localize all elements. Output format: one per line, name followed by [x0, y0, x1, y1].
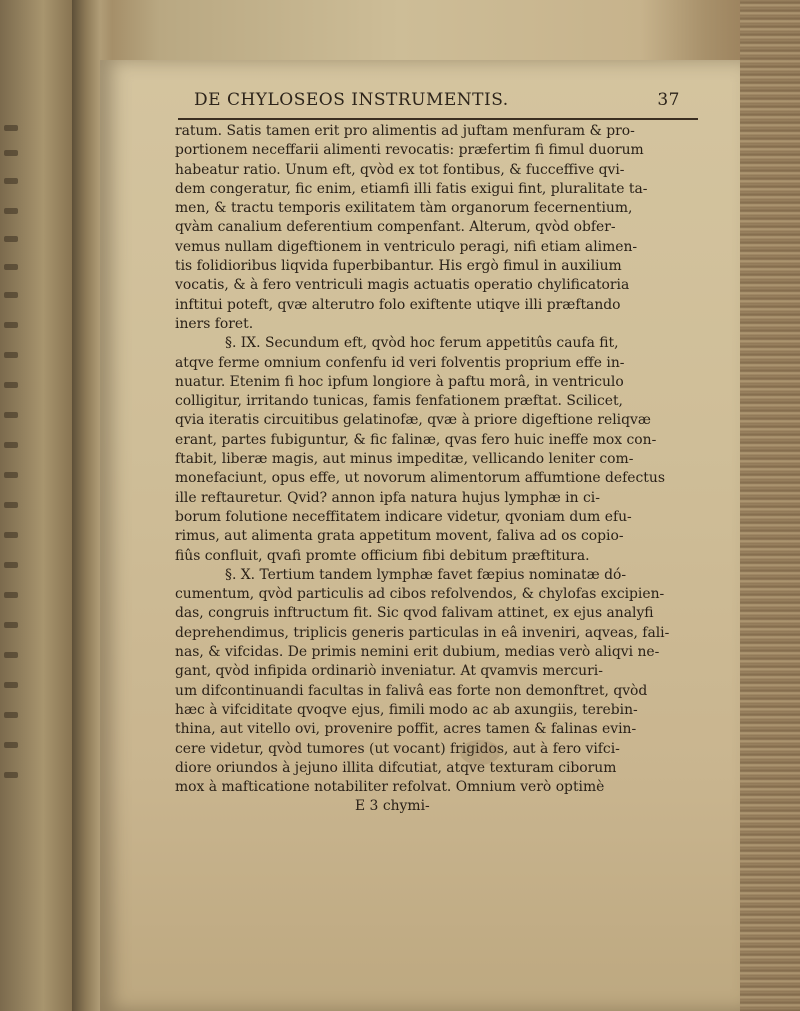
text-line: men, & tractu temporis exilitatem tàm organorum fecernentium, — [175, 200, 633, 217]
text-line: nuatur. Etenim fi hoc ipfum longiore à paftu morâ, in ventriculo — [175, 373, 624, 390]
ink-fragment — [4, 412, 18, 418]
ink-fragment — [4, 208, 18, 214]
ink-fragment — [4, 236, 18, 242]
text-line: iners foret. — [175, 315, 254, 332]
text-line: ille reftauretur. Qvid? annon ipfa natura hujus lymphæ in ci- — [175, 489, 600, 506]
page-block-edge — [740, 0, 800, 1011]
ink-fragment — [4, 592, 18, 598]
text-line: das, congruis inftructum fit. Sic qvod falivam attinet, ex ejus analyfi — [175, 605, 654, 622]
text-line: gant, qvòd infipida ordinariò inveniatur. At qvamvis mercuri- — [175, 663, 603, 680]
text-line: thina, aut vitello ovi, provenire poffit, acres tamen & falinas evin- — [175, 721, 637, 738]
ink-fragment — [4, 264, 18, 270]
paper-stain — [460, 740, 500, 765]
text-line: vemus nullam digeftionem in ventriculo peragi, nifi etiam alimen- — [175, 238, 638, 255]
text-line: hæc à vifciditate qvoqve ejus, fimili modo ac ab axungiis, terebin- — [175, 701, 638, 718]
text-line: vocatis, & à fero ventriculi magis actuatis operatio chylificatoria — [175, 277, 630, 294]
text-line: deprehendimus, triplicis generis particulas in eâ inveniri, aqveas, fali- — [175, 624, 670, 641]
text-line: erant, partes fubiguntur, & fic falinæ, qvas fero huic ineffe mox con- — [175, 431, 657, 448]
page-number: 37 — [657, 90, 680, 110]
ink-fragment — [4, 150, 18, 156]
ink-fragment — [4, 292, 18, 298]
text-line: borum folutione neceffitatem indicare videtur, qvoniam dum efu- — [175, 508, 632, 525]
ink-fragment — [4, 562, 18, 568]
section-heading-line: §. X. Tertium tandem lymphæ favet fæpius nominatæ dó- — [225, 566, 627, 583]
ink-fragment — [4, 442, 18, 448]
text-line: cumentum, qvòd particulis ad cibos refolvendos, & chylofas excipien- — [175, 586, 665, 603]
signature-mark: E 3 — [355, 798, 379, 815]
ink-fragment — [4, 322, 18, 328]
facing-page-edge — [0, 0, 72, 1011]
text-line: cere videtur, qvòd tumores (ut vocant) frigidos, aut à fero vifci- — [175, 740, 620, 757]
text-line: dem congeratur, fic enim, etiamfi illi fatis exigui fint, pluralitate ta- — [175, 180, 648, 197]
ink-fragment — [4, 712, 18, 718]
text-line: inftitui poteft, qvæ alterutro folo exiftente utiqve illi præftando — [175, 296, 621, 313]
ink-fragment — [4, 682, 18, 688]
text-line: diore oriundos à jejuno illita difcutiat, atqve texturam ciborum — [175, 759, 617, 776]
text-line: rimus, aut alimenta grata appetitum movent, faliva ad os copio- — [175, 528, 624, 545]
ink-fragment — [4, 502, 18, 508]
text-line: qvàm canalium deferentium compenfant. Alterum, qvòd obfer- — [175, 219, 616, 236]
catchword: chymi- — [382, 798, 430, 815]
text-line: ftabit, liberæ magis, aut minus impeditæ, vellicando leniter com- — [175, 451, 634, 468]
ink-fragment — [4, 472, 18, 478]
section-heading-line: §. IX. Secundum eft, qvòd hoc ferum appetitûs caufa fit, — [225, 335, 619, 352]
ink-fragment — [4, 622, 18, 628]
header-rule — [178, 118, 698, 120]
text-line: monefaciunt, opus effe, ut novorum alimentorum affumtione defectus — [175, 470, 665, 487]
text-line: atqve ferme omnium confenfu id veri folventis proprium effe in- — [175, 354, 625, 371]
book-gutter — [72, 0, 100, 1011]
ink-fragment — [4, 652, 18, 658]
ink-fragment — [4, 532, 18, 538]
running-header — [150, 88, 690, 114]
signature-line — [175, 797, 705, 816]
text-line: qvia iteratis circuitibus gelatinofæ, qvæ à priore digeftione reliqvæ — [175, 412, 651, 429]
text-line: um difcontinuandi facultas in falivâ eas forte non demonftret, qvòd — [175, 682, 648, 699]
ink-fragment — [4, 178, 18, 184]
text-line: ratum. Satis tamen erit pro alimentis ad juftam menfuram & pro- — [175, 123, 635, 139]
text-line: tis folidioribus liqvida fuperbibantur. His ergò fimul in auxilium — [175, 258, 622, 275]
text-line: fiûs confluit, qvafi promte officium fibi debitum præftitura. — [175, 547, 590, 564]
text-line: mox à mafticatione notabiliter refolvat. Omnium verò optimè — [175, 779, 605, 796]
text-line: habeatur ratio. Unum eft, qvòd ex tot fontibus, & fucceffive qvi- — [175, 161, 625, 178]
text-line: nas, & vifcidas. De primis nemini erit dubium, medias verò aliqvi ne- — [175, 644, 660, 661]
ink-fragment — [4, 382, 18, 388]
ink-fragment — [4, 352, 18, 358]
running-title: DE CHYLOSEOS INSTRUMENTIS. — [194, 90, 509, 110]
book-page — [100, 60, 740, 1011]
text-line: colligitur, irritando tunicas, famis fenfationem præftat. Scilicet, — [175, 393, 623, 410]
ink-fragment — [4, 742, 18, 748]
ink-fragment — [4, 125, 18, 131]
text-line: portionem neceffarii alimenti revocatis: præfertim fi fimul duorum — [175, 142, 644, 159]
body-text — [175, 122, 705, 817]
ink-fragment — [4, 772, 18, 778]
